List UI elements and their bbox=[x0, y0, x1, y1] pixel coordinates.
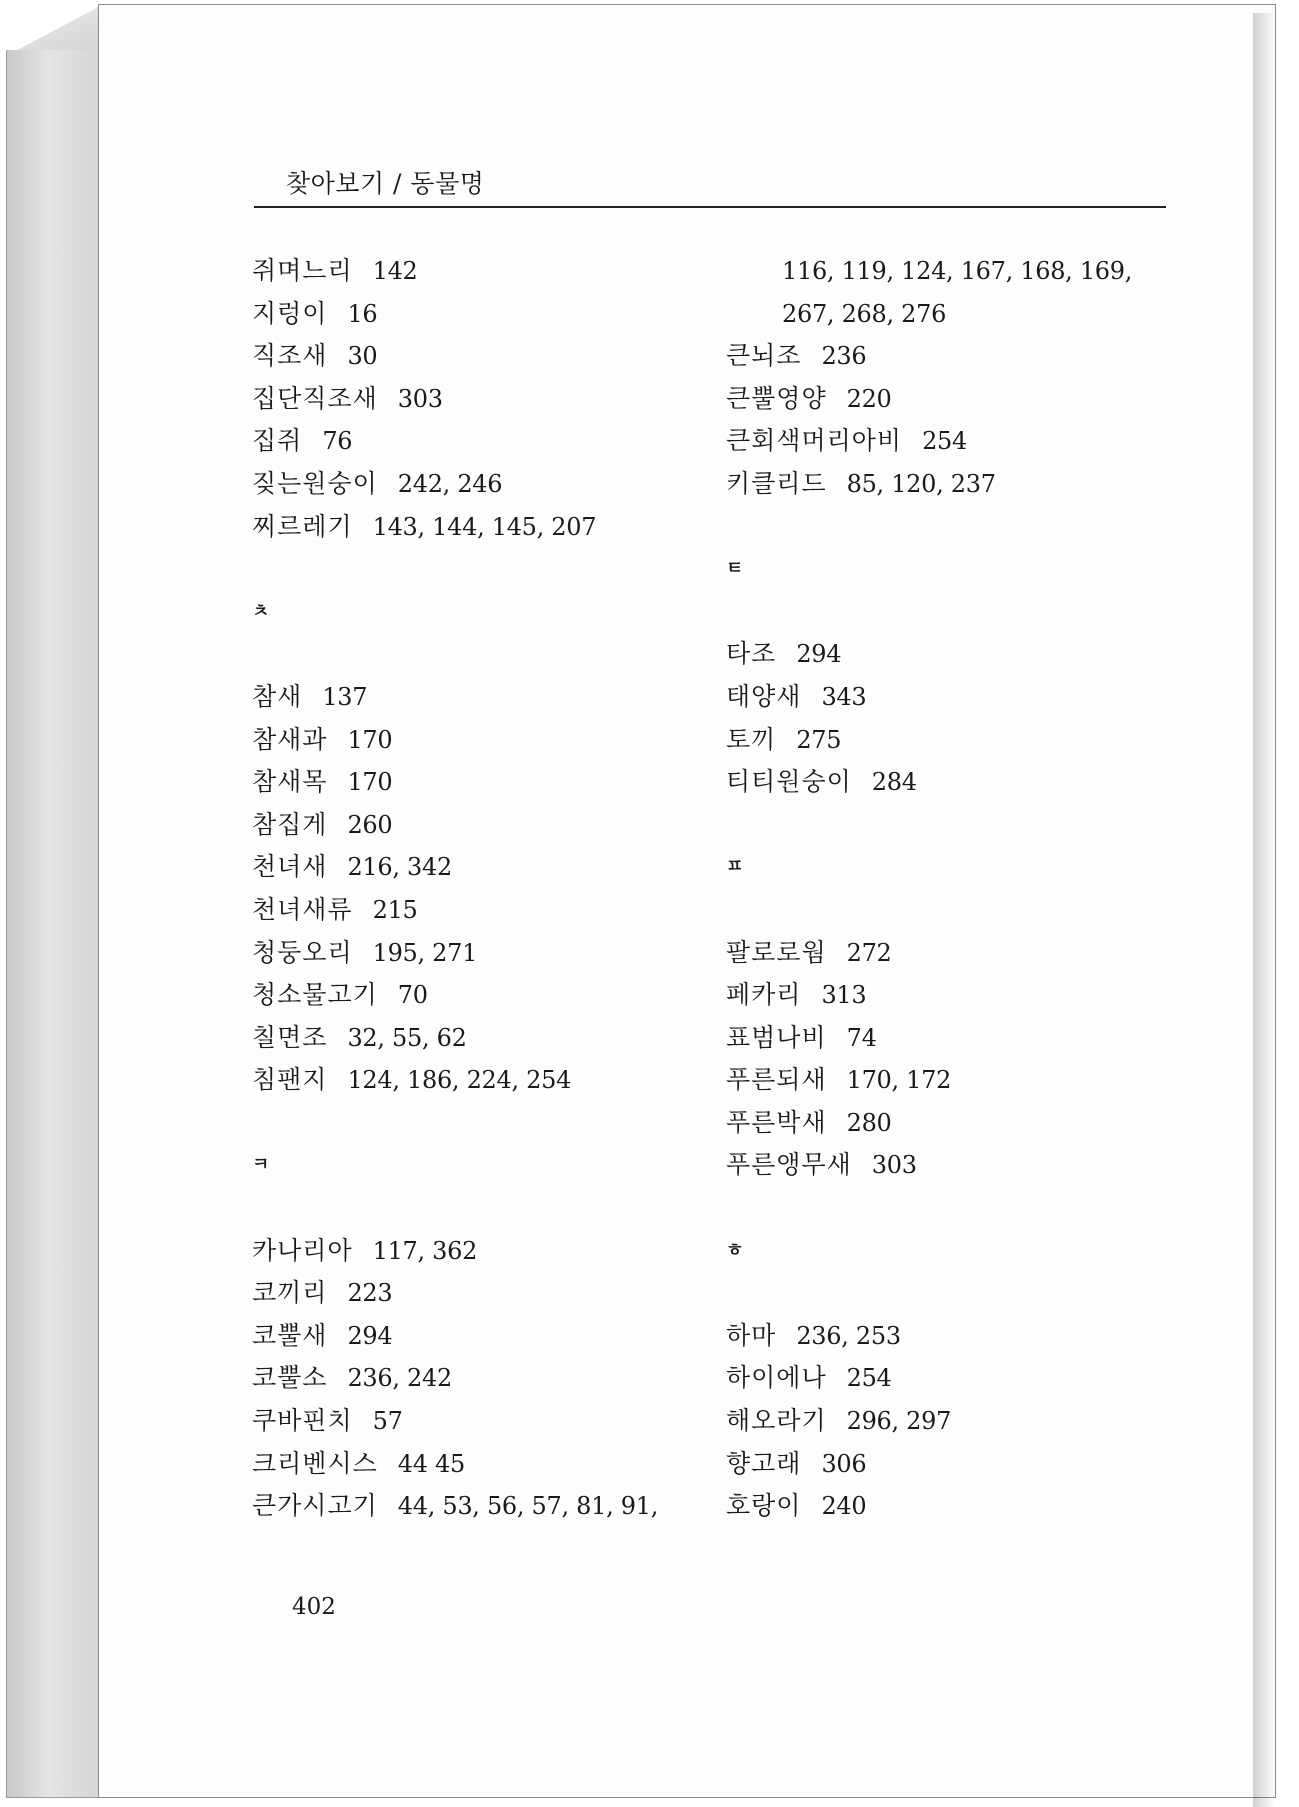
index-term: 직조새 bbox=[252, 341, 328, 371]
index-pages: 254 bbox=[922, 427, 967, 456]
index-section-letter: ㅋ bbox=[252, 1154, 270, 1176]
index-entry bbox=[252, 506, 692, 549]
index-term: 큰뇌조 bbox=[726, 341, 802, 371]
index-pages: 44 45 bbox=[397, 1449, 465, 1478]
index-term: 크리벤시스 bbox=[252, 1448, 378, 1478]
index-pages: 303 bbox=[397, 384, 443, 413]
index-pages: 294 bbox=[796, 640, 842, 669]
index-entry bbox=[252, 1315, 692, 1358]
index-term: 참새과 bbox=[252, 724, 328, 754]
index-pages: 223 bbox=[347, 1279, 393, 1308]
index-entry bbox=[252, 1485, 692, 1528]
index-term: 키클리드 bbox=[726, 468, 827, 498]
index-term: 집단직조새 bbox=[252, 383, 378, 413]
header-rule bbox=[254, 206, 1166, 208]
index-term: 청소물고기 bbox=[252, 980, 378, 1010]
index-term: 페카리 bbox=[726, 980, 802, 1010]
index-pages: 306 bbox=[821, 1449, 867, 1478]
index-term: 하이에나 bbox=[726, 1363, 827, 1393]
index-pages: 242, 246 bbox=[397, 469, 503, 498]
index-term: 코뿔소 bbox=[252, 1363, 328, 1393]
index-term: 타조 bbox=[726, 639, 777, 669]
index-entry bbox=[252, 676, 692, 719]
index-column-left bbox=[252, 250, 692, 1528]
index-term: 토끼 bbox=[726, 724, 777, 754]
index-entry bbox=[726, 1315, 1186, 1358]
index-term: 참새목 bbox=[252, 767, 328, 797]
index-entry bbox=[726, 1443, 1186, 1486]
index-spacer bbox=[252, 548, 692, 591]
book-page-edge bbox=[6, 50, 98, 1798]
index-spacer bbox=[726, 889, 1186, 932]
index-entry bbox=[726, 378, 1186, 421]
index-entry bbox=[726, 719, 1186, 762]
index-pages: 303 bbox=[871, 1151, 917, 1180]
index-pages: 280 bbox=[846, 1108, 892, 1137]
index-term: 청둥오리 bbox=[252, 937, 353, 967]
index-term: 향고래 bbox=[726, 1448, 802, 1478]
index-entry bbox=[252, 761, 692, 804]
index-pages: 313 bbox=[821, 981, 867, 1010]
index-entry bbox=[726, 335, 1186, 378]
index-section-letter: ㅊ bbox=[252, 600, 270, 622]
index-pages: 143, 144, 145, 207 bbox=[372, 512, 597, 541]
index-entry bbox=[252, 846, 692, 889]
index-entry bbox=[252, 719, 692, 762]
index-entry bbox=[252, 1059, 692, 1102]
index-term: 푸른되새 bbox=[726, 1065, 827, 1095]
index-pages: 142 bbox=[372, 257, 418, 285]
index-pages: 240 bbox=[821, 1492, 867, 1521]
index-continuation bbox=[726, 293, 1186, 336]
index-pages: 284 bbox=[871, 768, 917, 797]
index-term: 코뿔새 bbox=[252, 1320, 328, 1350]
index-pages: 260 bbox=[347, 810, 393, 839]
index-section-letter: ㅍ bbox=[726, 856, 744, 878]
index-entry bbox=[726, 1102, 1186, 1145]
index-pages: 32, 55, 62 bbox=[347, 1023, 467, 1052]
index-pages: 30 bbox=[347, 342, 378, 371]
index-pages: 195, 271 bbox=[372, 938, 478, 967]
index-pages: 124, 186, 224, 254 bbox=[347, 1066, 572, 1095]
index-pages: 236, 242 bbox=[347, 1364, 452, 1393]
index-term: 카나리아 bbox=[252, 1235, 353, 1265]
index-pages: 137 bbox=[322, 682, 368, 711]
index-entry bbox=[726, 1357, 1186, 1400]
index-term: 푸른앵무새 bbox=[726, 1150, 852, 1180]
index-spacer bbox=[726, 804, 1186, 847]
index-entry bbox=[726, 974, 1186, 1017]
index-pages: 74 bbox=[846, 1023, 877, 1052]
index-entry bbox=[252, 932, 692, 975]
index-pages: 216, 342 bbox=[347, 853, 452, 882]
index-pages: 296, 297 bbox=[846, 1407, 952, 1436]
index-term: 찌르레기 bbox=[252, 511, 353, 541]
index-term: 팔로로웜 bbox=[726, 937, 827, 967]
index-pages: 170, 172 bbox=[846, 1066, 952, 1095]
index-term: 하마 bbox=[726, 1320, 777, 1350]
index-spacer bbox=[252, 1187, 692, 1230]
index-entry bbox=[726, 463, 1186, 506]
index-pages: 117, 362 bbox=[372, 1236, 478, 1265]
index-entry bbox=[726, 633, 1186, 676]
index-pages: 236, 253 bbox=[796, 1321, 901, 1350]
index-entry bbox=[252, 335, 692, 378]
index-term: 큰가시고기 bbox=[252, 1491, 378, 1521]
index-term: 짖는원숭이 bbox=[252, 468, 378, 498]
index-entry bbox=[252, 889, 692, 932]
index-term: 지렁이 bbox=[252, 298, 328, 328]
index-term: 표범나비 bbox=[726, 1022, 827, 1052]
index-pages: 76 bbox=[322, 427, 353, 456]
index-term: 태양새 bbox=[726, 681, 802, 711]
index-entry bbox=[252, 974, 692, 1017]
index-entry bbox=[252, 293, 692, 336]
index-entry bbox=[726, 932, 1186, 975]
index-pages: 254 bbox=[846, 1364, 892, 1393]
index-pages: 70 bbox=[397, 981, 428, 1010]
index-term: 참새 bbox=[252, 681, 303, 711]
index-entry bbox=[252, 1400, 692, 1443]
index-pages: 215 bbox=[372, 895, 418, 924]
index-section-letter: ㅌ bbox=[726, 558, 744, 580]
index-pages: 44, 53, 56, 57, 81, 91, bbox=[397, 1492, 659, 1521]
index-entry bbox=[726, 420, 1186, 463]
index-spacer bbox=[726, 1187, 1186, 1230]
index-pages: 236 bbox=[821, 342, 867, 371]
index-term: 천녀새 bbox=[252, 852, 328, 882]
index-entry bbox=[726, 1400, 1186, 1443]
index-term: 티티원숭이 bbox=[726, 767, 852, 797]
index-pages: 267, 268, 276 bbox=[782, 299, 947, 328]
index-entry bbox=[252, 1272, 692, 1315]
index-entry bbox=[726, 1059, 1186, 1102]
index-pages: 170 bbox=[347, 768, 393, 797]
index-section-letter: ㅎ bbox=[726, 1239, 744, 1261]
index-entry bbox=[252, 1357, 692, 1400]
page-shadow bbox=[1253, 13, 1275, 1807]
index-pages: 57 bbox=[372, 1407, 403, 1436]
index-term: 천녀새류 bbox=[252, 894, 353, 924]
index-term: 침팬지 bbox=[252, 1065, 328, 1095]
index-spacer bbox=[252, 1102, 692, 1145]
index-term: 큰뿔영양 bbox=[726, 383, 827, 413]
index-entry bbox=[726, 1144, 1186, 1187]
index-term: 호랑이 bbox=[726, 1491, 802, 1521]
index-entry bbox=[252, 804, 692, 847]
index-pages: 16 bbox=[347, 299, 378, 328]
index-pages: 272 bbox=[846, 938, 892, 967]
index-term: 푸른박새 bbox=[726, 1107, 827, 1137]
index-continuation bbox=[726, 250, 1186, 293]
index-pages: 170 bbox=[347, 725, 393, 754]
index-entry bbox=[726, 1485, 1186, 1528]
index-term: 칠면조 bbox=[252, 1022, 328, 1052]
index-entry bbox=[252, 1230, 692, 1273]
index-entry bbox=[726, 761, 1186, 804]
index-term: 큰회색머리아비 bbox=[726, 426, 903, 456]
index-entry bbox=[252, 420, 692, 463]
page-number: 402 bbox=[292, 1594, 336, 1620]
index-term: 해오라기 bbox=[726, 1406, 827, 1436]
index-pages: 220 bbox=[846, 384, 892, 413]
running-head: 찾아보기 / 동물명 bbox=[286, 169, 485, 198]
index-spacer bbox=[252, 633, 692, 676]
index-entry bbox=[252, 1017, 692, 1060]
index-pages: 116, 119, 124, 167, 168, 169, bbox=[782, 257, 1133, 285]
index-spacer bbox=[726, 591, 1186, 634]
index-entry bbox=[252, 250, 692, 293]
index-term: 쿠바핀치 bbox=[252, 1406, 353, 1436]
index-pages: 85, 120, 237 bbox=[846, 469, 996, 498]
index-pages: 275 bbox=[796, 725, 842, 754]
book-top-edge bbox=[6, 4, 104, 56]
index-spacer bbox=[726, 1272, 1186, 1315]
index-pages: 294 bbox=[347, 1321, 393, 1350]
index-entry bbox=[726, 1017, 1186, 1060]
index-term: 쥐며느리 bbox=[252, 256, 353, 285]
index-entry bbox=[252, 378, 692, 421]
index-entry bbox=[252, 1443, 692, 1486]
index-term: 참집게 bbox=[252, 809, 328, 839]
index-pages: 343 bbox=[821, 682, 867, 711]
index-spacer bbox=[726, 506, 1186, 549]
index-entry bbox=[252, 463, 692, 506]
index-entry bbox=[726, 676, 1186, 719]
index-term: 집쥐 bbox=[252, 426, 303, 456]
index-column-right bbox=[726, 250, 1186, 1528]
index-term: 코끼리 bbox=[252, 1278, 328, 1308]
